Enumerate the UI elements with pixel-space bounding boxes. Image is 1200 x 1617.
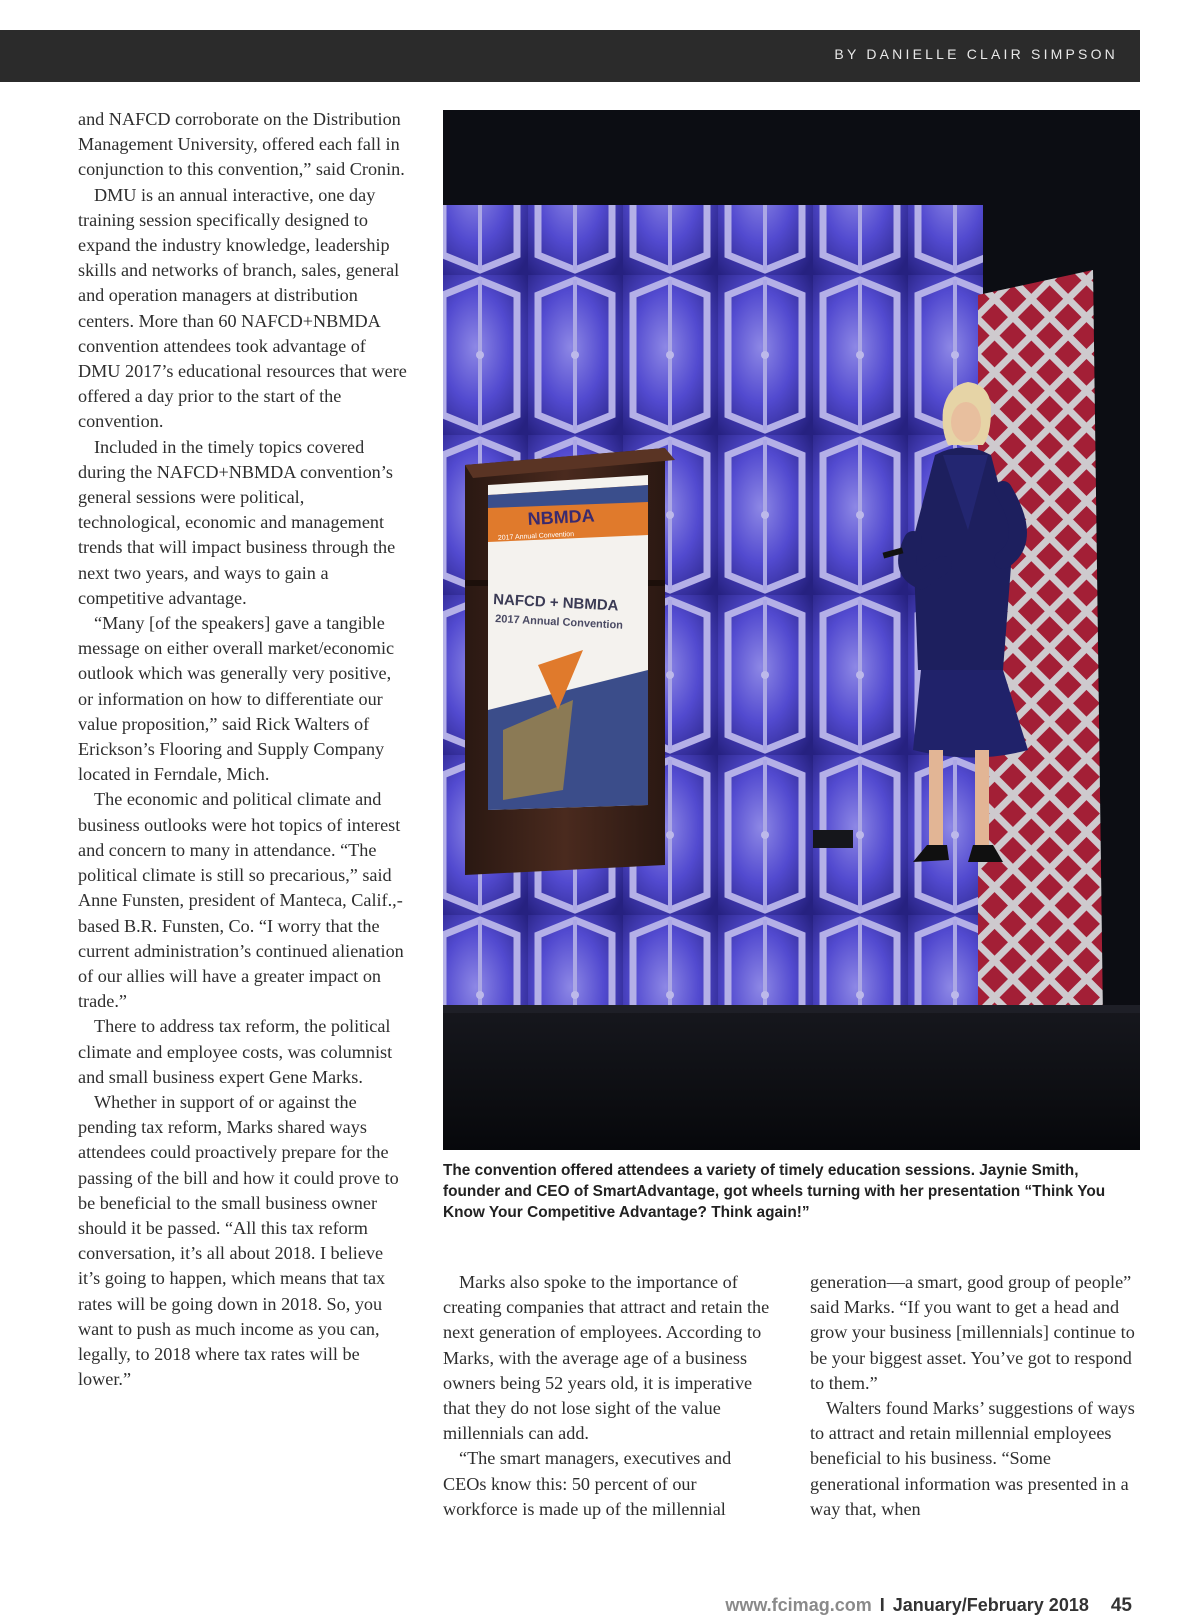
event-photo <box>443 110 1140 1150</box>
paragraph: Whether in support of or against the pending tax reform, Marks shared ways attendees could proactively prepare for the passing of the bill and how it could prove to be beneficial to the small business owner should it be passed. “All this tax reform conversation, it’s all about 2018. I believe it’s going to happen, which means that tax rates will be going down in 2018. So, you want to push as much income as you can, legally, to 2018 where tax rates will be lower.” <box>78 1091 399 1390</box>
footer-url: www.fcimag.com <box>725 1595 872 1615</box>
article-column-1 <box>78 107 408 1392</box>
paragraph: The economic and political climate and business outlooks were hot topics of interest and concern to many in attendance. “The political climate is still so precarious,” said Anne Funsten, president of Manteca, Calif.,-based B.R. Funsten, Co. “I worry that the current administration’s continued alienation of our allies will have a greater impact on trade.” <box>78 789 404 1012</box>
podium <box>465 448 675 875</box>
podium-subtitle: 2017 Annual Convention <box>494 613 624 632</box>
stage-floor <box>443 1010 1140 1150</box>
footer-separator: I <box>879 1595 885 1615</box>
page-footer <box>725 1595 1132 1617</box>
article-column-3 <box>810 1270 1142 1522</box>
stage-monitor <box>813 830 853 848</box>
paragraph: Marks also spoke to the importance of creating companies that attract and retain the next generation of employees. According to Marks, with the average age of a business owners being 52 years old, it is imperative that they do not lose sight of the value millennials can add. <box>443 1272 770 1444</box>
paragraph: Walters found Marks’ suggestions of ways to attract and retain millennial employees beneficial to his business. “Some generational information was presented in a way that, when <box>810 1398 1135 1519</box>
byline: BY DANIELLE CLAIR SIMPSON <box>834 46 1118 62</box>
paragraph: and NAFCD corroborate on the Distribution Management University, offered each fall in conjunction to this convention,” said Cronin. <box>78 109 405 180</box>
podium-sign-sub: 2017 Annual Convention <box>497 531 575 542</box>
paragraph: “Many [of the speakers] gave a tangible message on either overall market/economic outlook which was generally very positive, or information on how to differentiate our value proposition,” said Rick Walters of Erickson’s Flooring and Supply Company located in Ferndale, Mich. <box>78 613 395 785</box>
paragraph: generation—a smart, good group of people” said Marks. “If you want to get a head and grow your business [millennials] continue to be your biggest asset. You’ve got to respond to them.” <box>810 1272 1135 1393</box>
footer-issue: January/February 2018 <box>892 1595 1089 1615</box>
paragraph: “The smart managers, executives and CEOs know this: 50 percent of our workforce is made up of the millennial <box>443 1448 732 1519</box>
paragraph: DMU is an annual interactive, one day training session specifically designed to expand the industry knowledge, leadership skills and networks of branch, sales, general and operation managers at distribution centers. More than 60 NAFCD+NBMDA convention attendees took advantage of DMU 2017’s educational resources that were offered a day prior to the start of the convention. <box>78 184 407 432</box>
photo-caption: The convention offered attendees a variety of timely education sessions. Jaynie Smith, founder and CEO of SmartAdvantage, got wheels turning with her presentation “Think You Know Your Competitive Advantage? Think again!” <box>443 1162 1106 1221</box>
paragraph: Included in the timely topics covered during the NAFCD+NBMDA convention’s general sessions were political, technological, economic and management trends that will impact business through the next two years, and ways to gain a competitive advantage. <box>78 436 396 608</box>
stage-photo-illustration <box>443 110 1140 1150</box>
page-number: 45 <box>1110 1595 1132 1616</box>
header-bar <box>0 30 1140 82</box>
article-column-2 <box>443 1270 773 1522</box>
paragraph: There to address tax reform, the political climate and employee costs, was columnist and small business expert Gene Marks. <box>78 1016 393 1087</box>
podium-sign-top: NBMDA <box>527 505 596 529</box>
podium-title: NAFCD + NBMDA <box>492 591 619 615</box>
